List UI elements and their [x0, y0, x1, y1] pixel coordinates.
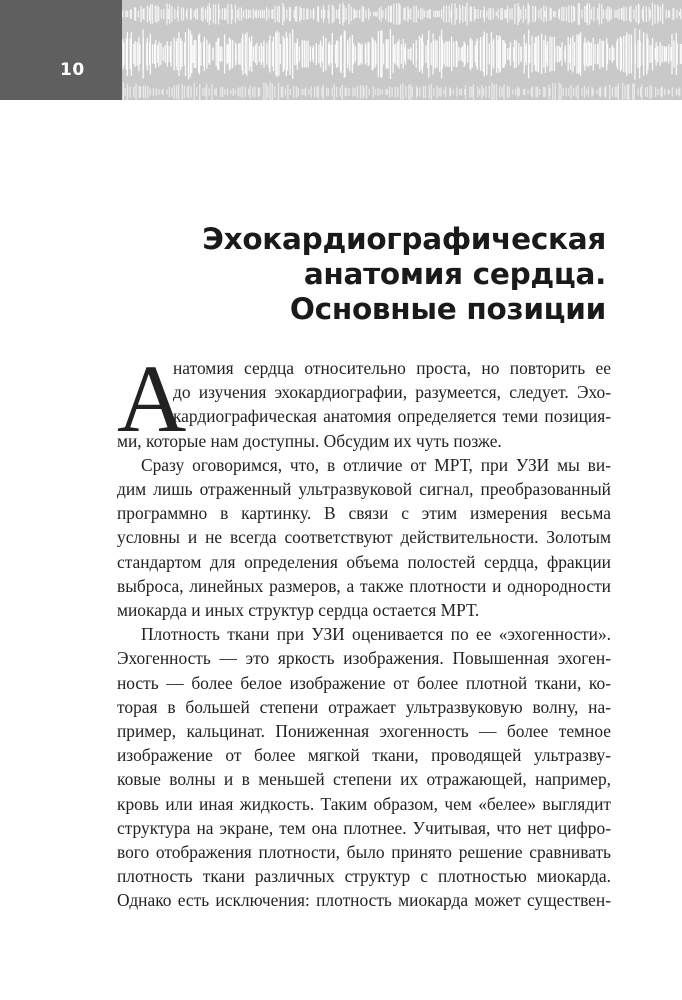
chapter-title: [86, 222, 606, 327]
text-line: натомия сердца относительно проста, но повторить ее: [173, 358, 611, 378]
text-line: плотность ткани различных структур с плотностью миокарда.: [117, 866, 611, 887]
text-line: ми, которые нам доступны. Обсудим их чуть позже.: [117, 430, 502, 451]
text-line: пример, кальцинат. Пониженная эхогенность — более темное: [117, 721, 611, 742]
text-line: кровь или иная жидкость. Таким образом, чем «белее» выглядит: [117, 793, 611, 814]
text-line: Однако есть исключения: плотность миокарда может существен-: [117, 890, 611, 911]
text-line: программно в картинку. В связи с этим измерения весьма: [117, 503, 611, 524]
waveform-graphic: [122, 0, 682, 100]
text-line: выброса, линейных размеров, а также плотности и однородности: [117, 575, 611, 596]
page-number: 10: [60, 60, 85, 80]
text-line: ковые волны и в меньшей степени их отражающей, например,: [117, 769, 611, 790]
body-text: [117, 345, 611, 913]
text-line: кардиографическая анатомия определяется теми позиция-: [173, 406, 611, 427]
ultrasound-waveform-banner: [122, 0, 682, 100]
paragraph-3: [117, 622, 611, 912]
text-line: Плотность ткани при УЗИ оценивается по ее «эхогенности».: [141, 624, 611, 645]
text-line: стандартом для определения объема полостей сердца, фракции: [117, 551, 611, 572]
page-number-tab: [0, 0, 122, 100]
paragraph-2: [117, 453, 611, 622]
text-line: изображение от более мягкой ткани, проводящей ультразву-: [117, 745, 611, 766]
text-line: торая в большей степени отражает ультразвуковую волну, на-: [117, 696, 611, 717]
text-line: структура на экране, тем она плотнее. Учитывая, что нет цифро-: [117, 817, 611, 838]
chapter-title-line: Основные позиции: [289, 292, 606, 326]
chapter-title-line: анатомия сердца.: [303, 257, 606, 291]
text-line: ность — более белое изображение от более плотной ткани, ко-: [117, 672, 611, 693]
page-header: [0, 0, 682, 100]
drop-cap: А: [117, 345, 187, 452]
text-line: Сразу оговоримся, что, в отличие от МРТ, при УЗИ мы ви-: [141, 454, 611, 475]
text-line: до изучения эхокардиографии, разумеется, следует. Эхо-: [173, 382, 611, 403]
text-line: условны и не всегда соответствуют действительности. Золотым: [117, 527, 611, 548]
text-line: миокарда и иных структур сердца остается МРТ.: [117, 600, 480, 621]
text-line: вого отображения плотности, было принято решение сравнивать: [117, 842, 611, 863]
text-line: Эхогенность — это яркость изображения. Повышенная эхоген-: [117, 648, 611, 669]
chapter-title-line: Эхокардиографическая: [202, 222, 606, 256]
text-line: дим лишь отраженный ультразвуковой сигнал, преобразованный: [117, 479, 611, 500]
paragraph-1: [117, 345, 611, 453]
